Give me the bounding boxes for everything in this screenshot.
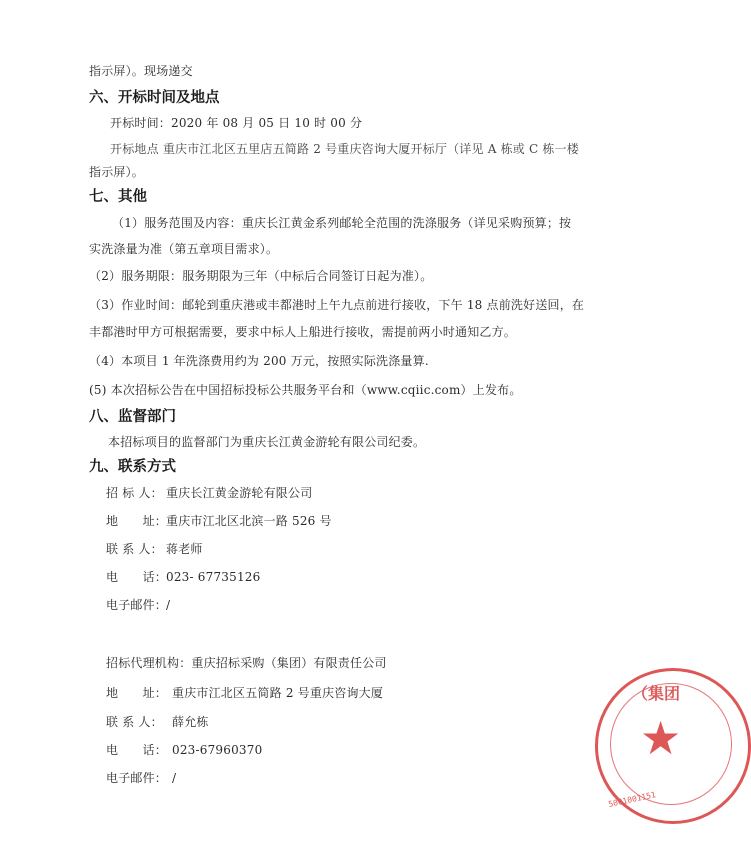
opening-place-line1: 开标地点 重庆市江北区五里店五简路 2 号重庆咨询大厦开标厅（详见 A 栋或 C 栋一楼 [110, 142, 579, 156]
agency-name-row [106, 654, 387, 671]
opening-time: 开标时间：2020 年 08 月 05 日 10 时 00 分 [110, 116, 363, 130]
opening-place-line2: 指示屏）。 [89, 165, 145, 179]
intro-tail: 指示屏）。现场递交 [89, 64, 193, 78]
section-6-heading: 六、开标时间及地点 [89, 90, 220, 106]
tenderer-name-row [106, 484, 312, 501]
tenderer-phone-row [106, 568, 260, 585]
agency-address-row [106, 684, 383, 701]
agency-phone-row [106, 741, 262, 758]
tenderer-contact-row [106, 540, 203, 557]
agency-address-label: 地 址： [106, 686, 168, 700]
tenderer-phone-label: 电 话： [106, 570, 168, 584]
other-item-3-line2: 丰都港时甲方可根据需要，要求中标人上船进行接收，需提前两小时通知乙方。 [89, 325, 517, 339]
agency-contact-row [106, 713, 209, 730]
tenderer-contact-label: 联 系 人： [106, 542, 163, 556]
other-item-1-line1: （1）服务范围及内容：重庆长江黄金系列邮轮全范围的洗涤服务（详见采购预算；按 [112, 216, 572, 230]
official-seal [595, 668, 751, 824]
tenderer-email-row [106, 596, 170, 613]
tenderer-contact-value: 蒋老师 [166, 542, 203, 556]
tenderer-address-value: 重庆市江北区北滨一路 526 号 [166, 514, 332, 528]
agency-name-value: 重庆招标采购（集团）有限责任公司 [191, 656, 387, 670]
agency-address-value: 重庆市江北区五简路 2 号重庆咨询大厦 [172, 686, 384, 700]
agency-name-label: 招标代理机构： [106, 656, 192, 670]
other-item-5: (5) 本次招标公告在中国招标投标公共服务平台和（www.cqiic.com）上发布。 [89, 383, 522, 397]
other-item-4: （4）本项目 1 年洗涤费用约为 200 万元，按照实际洗涤量算. [89, 354, 429, 368]
other-item-3-line1: （3）作业时间：邮轮到重庆港或丰都港时上午九点前进行接收，下午 18 点前洗好送回，在 [89, 298, 585, 312]
agency-contact-label: 联 系 人： [106, 715, 163, 729]
agency-phone-value: 023-67960370 [172, 743, 263, 757]
tenderer-email-value: / [166, 598, 171, 612]
agency-contact-value: 薛允栋 [172, 715, 209, 729]
section-7-heading: 七、其他 [89, 189, 147, 205]
agency-phone-label: 电 话： [106, 743, 168, 757]
section-8-heading: 八、监督部门 [89, 409, 176, 425]
tenderer-name-value: 重庆长江黄金游轮有限公司 [166, 486, 313, 500]
tenderer-address-row [106, 512, 332, 529]
supervision-body: 本招标项目的监督部门为重庆长江黄金游轮有限公司纪委。 [108, 435, 426, 449]
agency-email-row [106, 769, 176, 786]
seal-code-text: 5001001151 [607, 790, 657, 809]
seal-top-text: （集团 [632, 684, 681, 703]
tenderer-name-label: 招 标 人： [106, 486, 163, 500]
agency-email-value: / [172, 771, 177, 785]
other-item-1-line2: 实洗涤量为准（第五章项目需求）。 [89, 242, 279, 256]
seal-star-icon: ★ [640, 711, 682, 765]
agency-email-label: 电子邮件： [106, 771, 168, 785]
other-item-2: （2）服务期限：服务期限为三年（中标后合同签订日起为准）。 [89, 269, 433, 283]
tenderer-address-label: 地 址： [106, 514, 168, 528]
tenderer-email-label: 电子邮件： [106, 598, 168, 612]
section-9-heading: 九、联系方式 [89, 459, 176, 475]
tenderer-phone-value: 023- 67735126 [166, 570, 261, 584]
